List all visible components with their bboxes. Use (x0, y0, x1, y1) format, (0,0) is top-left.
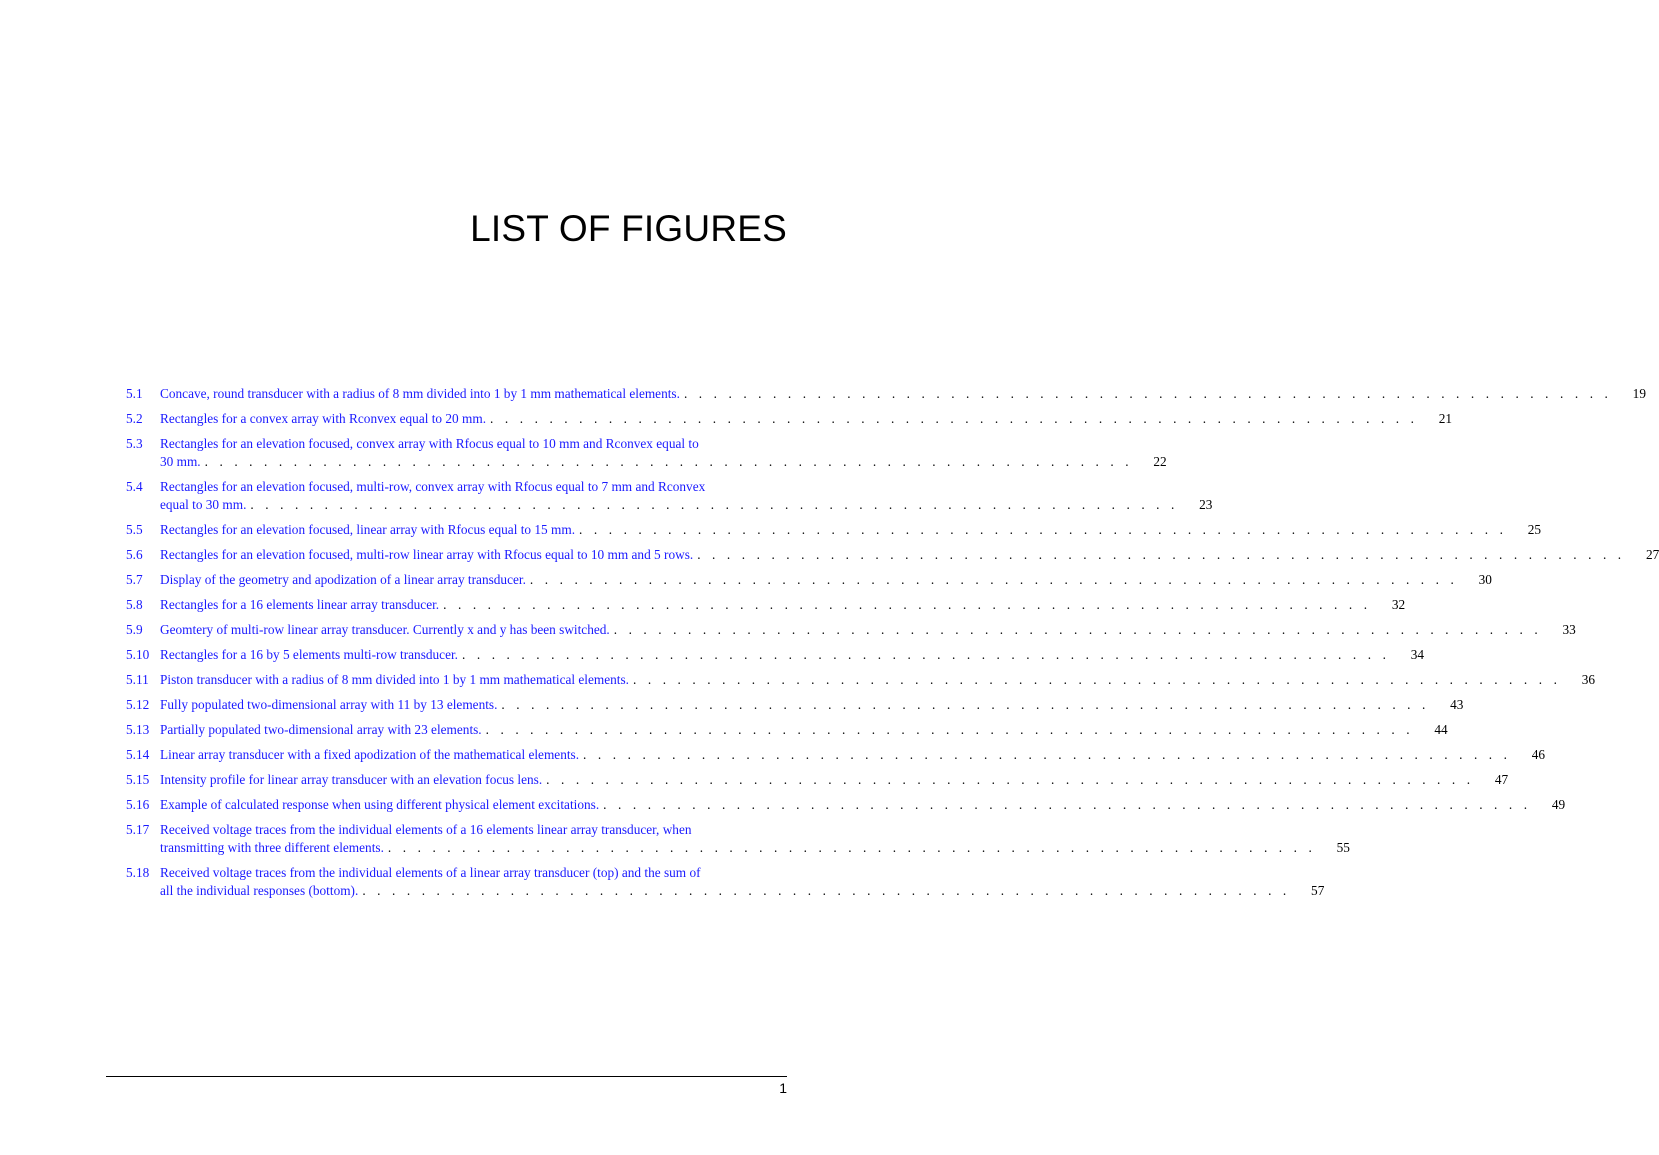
figure-caption-line[interactable]: Rectangles for a convex array with Rconvex equal to 20 mm. (160, 411, 487, 426)
figure-number[interactable]: 5.10 (126, 647, 150, 662)
figure-caption-line[interactable]: equal to 30 mm. (160, 497, 247, 512)
figure-caption-line[interactable]: all the individual responses (bottom). (160, 883, 359, 898)
figure-number[interactable]: 5.2 (126, 411, 143, 426)
figure-caption-line[interactable]: Partially populated two-dimensional array with 23 elements. (160, 722, 482, 737)
dot-leader: . . . . . . . . . . . . . . . . . . . . . . . . . . . . . . . . . . . . . . . . . . . . . . . . . . . . . . . . . . . . . . . (529, 572, 1458, 587)
figure-number[interactable]: 5.11 (126, 672, 149, 687)
figure-caption-line[interactable]: Rectangles for an elevation focused, multi-row, convex array with Rfocus equal to 7 mm and Rconvex (160, 479, 706, 494)
page-title: LIST OF FIGURES (470, 208, 787, 249)
figure-page-number[interactable]: 30 (1478, 572, 1492, 587)
figure-page-number[interactable]: 43 (1450, 697, 1464, 712)
figure-number[interactable]: 5.3 (126, 436, 143, 451)
dot-leader: . . . . . . . . . . . . . . . . . . . . . . . . . . . . . . . . . . . . . . . . . . . . . . . . . . . . . . . . . . . . . . . (204, 454, 1133, 469)
figure-caption-line[interactable]: Display of the geometry and apodization of a linear array transducer. (160, 572, 526, 587)
figure-caption-line[interactable]: Rectangles for a 16 elements linear array transducer. (160, 597, 440, 612)
dot-leader: . . . . . . . . . . . . . . . . . . . . . . . . . . . . . . . . . . . . . . . . . . . . . . . . . . . . . . . . . . . . . . . (462, 647, 1391, 662)
figure-entry[interactable] (126, 546, 1659, 564)
figure-entry[interactable] (126, 410, 1453, 428)
figure-number[interactable]: 5.9 (126, 622, 143, 637)
dot-leader: . . . . . . . . . . . . . . . . . . . . . . . . . . . . . . . . . . . . . . . . . . . . . . . . . . . . . . . . . . . . . . . (443, 597, 1372, 612)
dot-leader: . . . . . . . . . . . . . . . . . . . . . . . . . . . . . . . . . . . . . . . . . . . . . . . . . . . . . . . . . . . . . . . (603, 797, 1532, 812)
figure-page-number[interactable]: 36 (1581, 672, 1596, 687)
figure-entry[interactable] (126, 821, 1350, 857)
list-of-figures (126, 385, 1659, 907)
figure-entry[interactable] (126, 596, 1406, 614)
dot-leader: . . . . . . . . . . . . . . . . . . . . . . . . . . . . . . . . . . . . . . . . . . . . . . . . . . . . . . . . . . . . . . . (697, 547, 1626, 562)
dot-leader: . . . . . . . . . . . . . . . . . . . . . . . . . . . . . . . . . . . . . . . . . . . . . . . . . . . . . . . . . . . . . . . (250, 497, 1179, 512)
figure-caption-line[interactable]: Rectangles for a 16 by 5 elements multi-row transducer. (160, 647, 458, 662)
dot-leader: . . . . . . . . . . . . . . . . . . . . . . . . . . . . . . . . . . . . . . . . . . . . . . . . . . . . . . . . . . . . . . . (546, 772, 1475, 787)
figure-number[interactable]: 5.4 (126, 479, 143, 494)
figure-number[interactable]: 5.15 (126, 772, 150, 787)
figure-caption-line[interactable]: Received voltage traces from the individual elements of a 16 elements linear array transducer, when (160, 822, 692, 837)
figure-page-number[interactable]: 33 (1562, 622, 1576, 637)
figure-entry[interactable] (126, 696, 1464, 714)
figure-entry[interactable] (126, 646, 1425, 664)
figure-caption-line[interactable]: Linear array transducer with a fixed apodization of the mathematical elements. (160, 747, 580, 762)
figure-page-number[interactable]: 23 (1199, 497, 1213, 512)
figure-page-number[interactable]: 34 (1410, 647, 1425, 662)
figure-entry[interactable] (126, 721, 1448, 739)
figure-number[interactable]: 5.12 (126, 697, 150, 712)
dot-leader: . . . . . . . . . . . . . . . . . . . . . . . . . . . . . . . . . . . . . . . . . . . . . . . . . . . . . . . . . . . . . . . (490, 411, 1419, 426)
figure-caption-line[interactable]: Rectangles for an elevation focused, multi-row linear array with Rfocus equal to 10 mm and 5 rows. (160, 547, 694, 562)
figure-page-number[interactable]: 47 (1494, 772, 1509, 787)
figure-page-number[interactable]: 55 (1336, 840, 1350, 855)
dot-leader: . . . . . . . . . . . . . . . . . . . . . . . . . . . . . . . . . . . . . . . . . . . . . . . . . . . . . . . . . . . . . . . (579, 522, 1508, 537)
figure-entry[interactable] (126, 771, 1509, 789)
figure-page-number[interactable]: 25 (1527, 522, 1542, 537)
figure-caption-line[interactable]: Rectangles for an elevation focused, convex array with Rfocus equal to 10 mm and Rconvex equal to (160, 436, 699, 451)
figure-page-number[interactable]: 32 (1391, 597, 1406, 612)
figure-caption-line[interactable]: Piston transducer with a radius of 8 mm divided into 1 by 1 mm mathematical elements. (160, 672, 629, 687)
figure-caption-line[interactable]: Example of calculated response when using different physical element excitations. (160, 797, 600, 812)
figure-number[interactable]: 5.16 (126, 797, 150, 812)
dot-leader: . . . . . . . . . . . . . . . . . . . . . . . . . . . . . . . . . . . . . . . . . . . . . . . . . . . . . . . . . . . . . . . (485, 722, 1414, 737)
footer-page-number: 1 (779, 1080, 787, 1096)
figure-number[interactable]: 5.8 (126, 597, 143, 612)
figure-caption-line[interactable]: Received voltage traces from the individual elements of a linear array transducer (top) and the sum of (160, 865, 701, 880)
figure-entry[interactable] (126, 385, 1646, 403)
figure-entry[interactable] (126, 435, 1167, 471)
figure-page-number[interactable]: 49 (1551, 797, 1566, 812)
figure-entry[interactable] (126, 864, 1325, 900)
dot-leader: . . . . . . . . . . . . . . . . . . . . . . . . . . . . . . . . . . . . . . . . . . . . . . . . . . . . . . . . . . . . . . . (613, 622, 1542, 637)
figure-page-number[interactable]: 57 (1311, 883, 1325, 898)
figure-number[interactable]: 5.5 (126, 522, 143, 537)
dot-leader: . . . . . . . . . . . . . . . . . . . . . . . . . . . . . . . . . . . . . . . . . . . . . . . . . . . . . . . . . . . . . . . (583, 747, 1512, 762)
figure-page-number[interactable]: 21 (1438, 411, 1453, 426)
figure-number[interactable]: 5.18 (126, 865, 150, 880)
figure-number[interactable]: 5.1 (126, 386, 143, 401)
figure-page-number[interactable]: 19 (1632, 386, 1646, 401)
figure-page-number[interactable]: 46 (1531, 747, 1546, 762)
footer-rule (106, 1076, 787, 1077)
figure-caption-line[interactable]: Geomtery of multi-row linear array transducer. Currently x and y has been switched. (160, 622, 610, 637)
dot-leader: . . . . . . . . . . . . . . . . . . . . . . . . . . . . . . . . . . . . . . . . . . . . . . . . . . . . . . . . . . . . . . . (501, 697, 1430, 712)
figure-caption-line[interactable]: 30 mm. (160, 454, 201, 469)
figure-number[interactable]: 5.6 (126, 547, 143, 562)
figure-page-number[interactable]: 44 (1434, 722, 1448, 737)
figure-caption-line[interactable]: Concave, round transducer with a radius of 8 mm divided into 1 by 1 mm mathematical elements. (160, 386, 680, 401)
figure-entry[interactable] (126, 621, 1576, 639)
figure-number[interactable]: 5.13 (126, 722, 150, 737)
figure-entry[interactable] (126, 796, 1566, 814)
figure-entry[interactable] (126, 746, 1546, 764)
dot-leader: . . . . . . . . . . . . . . . . . . . . . . . . . . . . . . . . . . . . . . . . . . . . . . . . . . . . . . . . . . . . . . . (362, 883, 1291, 898)
figure-caption-line[interactable]: transmitting with three different elements. (160, 840, 384, 855)
figure-page-number[interactable]: 27 (1645, 547, 1659, 562)
figure-entry[interactable] (126, 478, 1213, 514)
figure-caption-line[interactable]: Rectangles for an elevation focused, linear array with Rfocus equal to 15 mm. (160, 522, 576, 537)
figure-number[interactable]: 5.17 (126, 822, 150, 837)
dot-leader: . . . . . . . . . . . . . . . . . . . . . . . . . . . . . . . . . . . . . . . . . . . . . . . . . . . . . . . . . . . . . . . (683, 386, 1612, 401)
figure-entry[interactable] (126, 521, 1542, 539)
figure-number[interactable]: 5.14 (126, 747, 150, 762)
figure-number[interactable]: 5.7 (126, 572, 143, 587)
figure-caption-line[interactable]: Fully populated two-dimensional array with 11 by 13 elements. (160, 697, 498, 712)
dot-leader: . . . . . . . . . . . . . . . . . . . . . . . . . . . . . . . . . . . . . . . . . . . . . . . . . . . . . . . . . . . . . . . (387, 840, 1316, 855)
figure-page-number[interactable]: 22 (1153, 454, 1167, 469)
figure-entry[interactable] (126, 671, 1596, 689)
dot-leader: . . . . . . . . . . . . . . . . . . . . . . . . . . . . . . . . . . . . . . . . . . . . . . . . . . . . . . . . . . . . . . . (633, 672, 1562, 687)
figure-caption-line[interactable]: Intensity profile for linear array transducer with an elevation focus lens. (160, 772, 543, 787)
figure-entry[interactable] (126, 571, 1492, 589)
